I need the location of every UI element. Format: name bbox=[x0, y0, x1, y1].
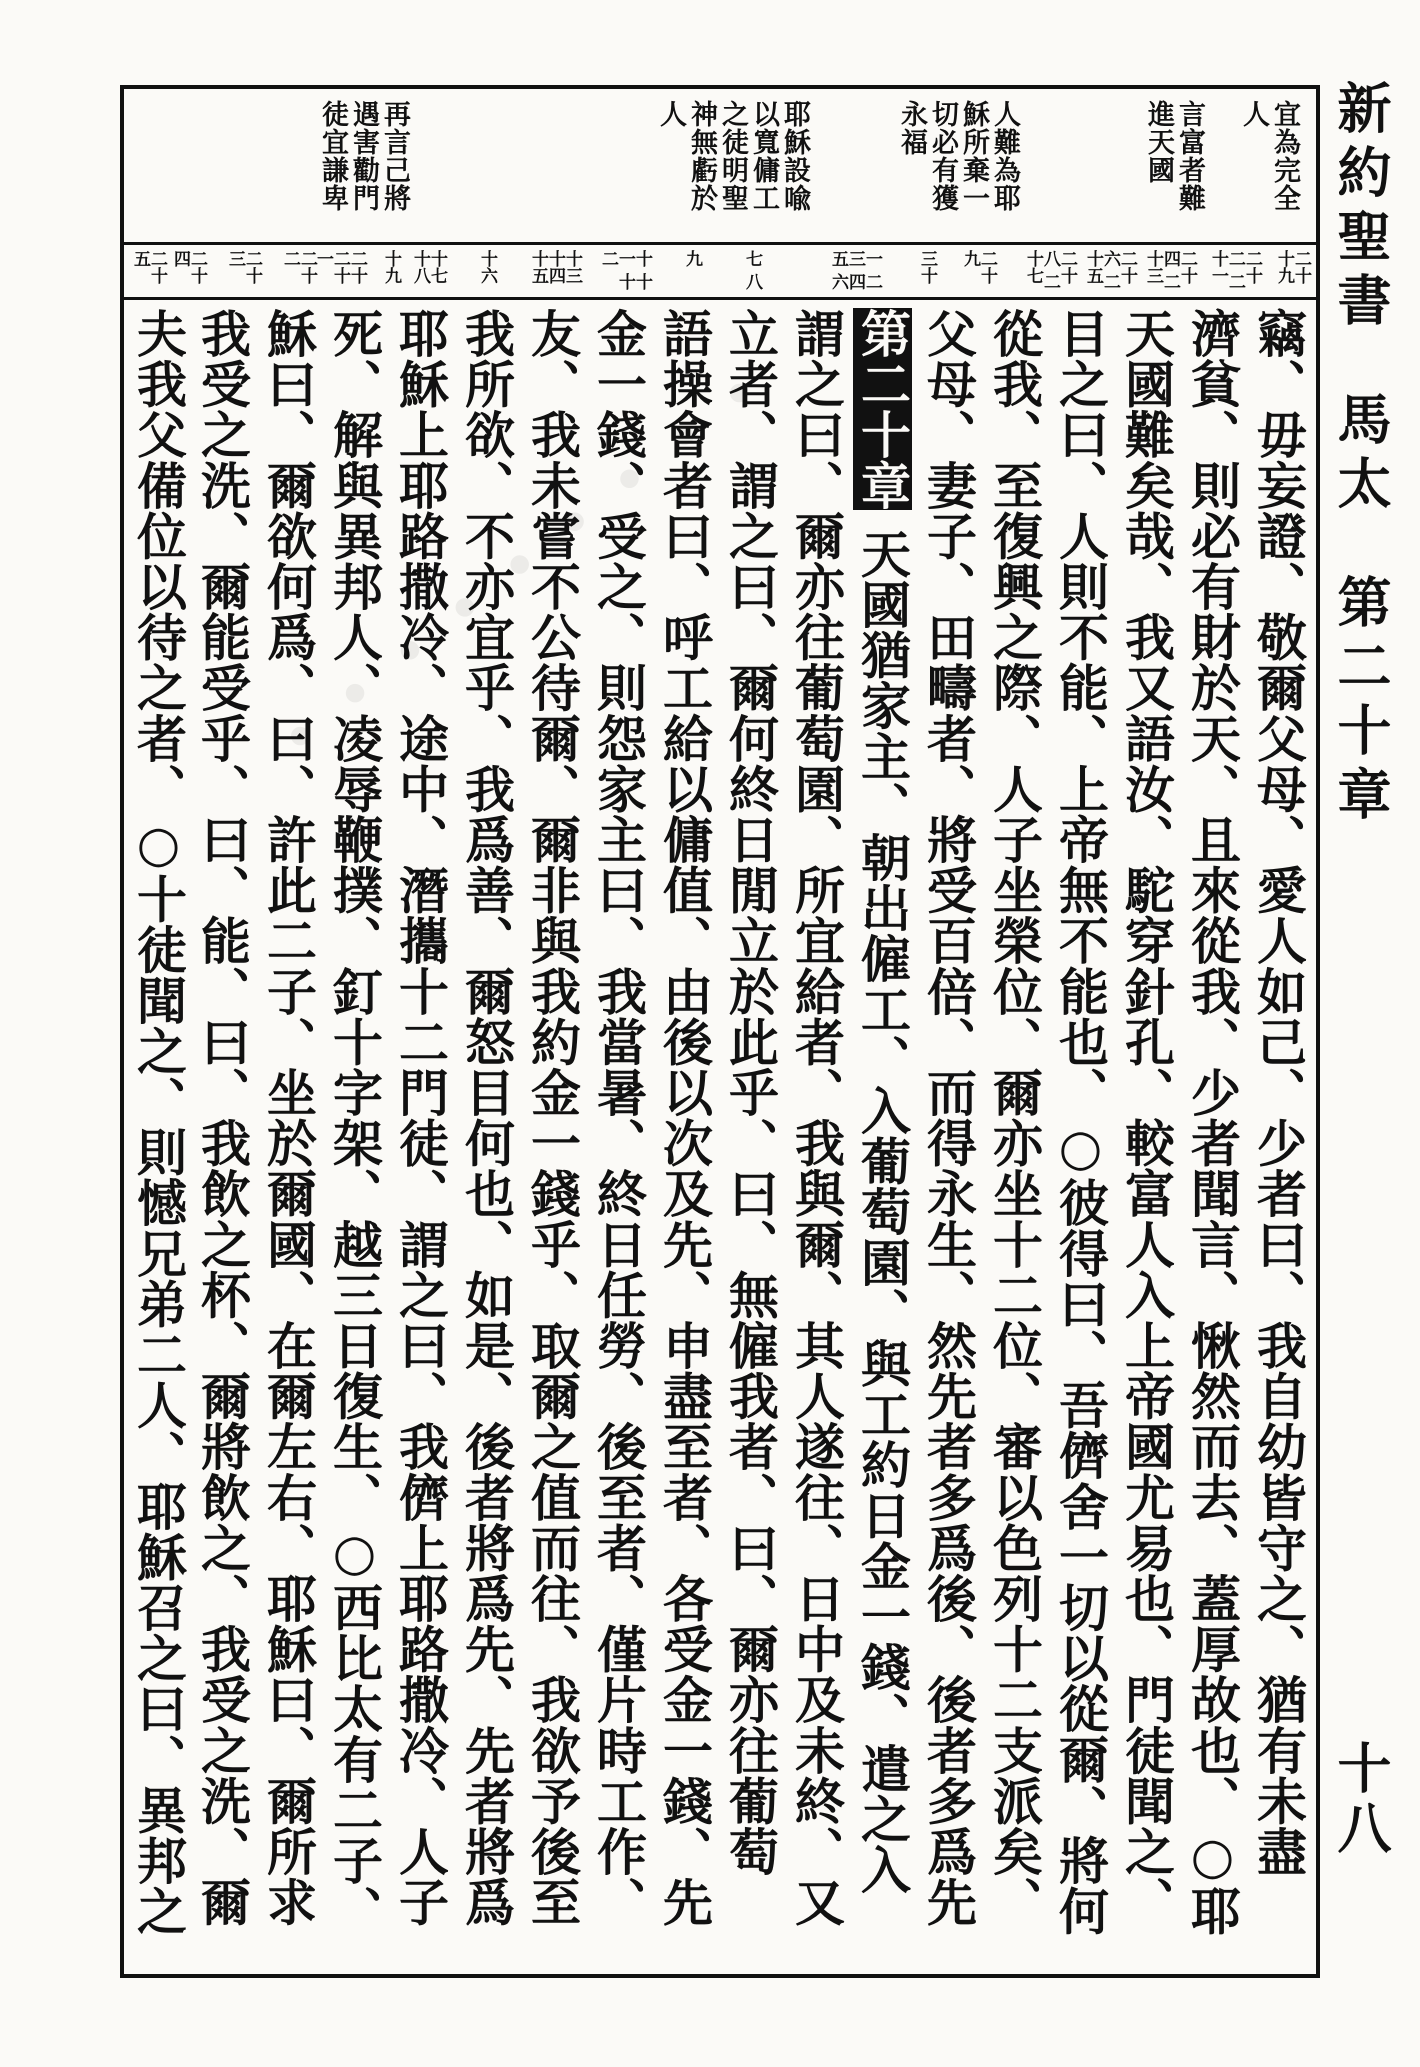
text-column: 目之曰、人則不能、上帝無不能也、○彼得曰、吾儕舍一切以從爾、將何 bbox=[1051, 308, 1110, 1937]
verse-ref: 二十二 二十一 bbox=[1208, 250, 1262, 290]
verse-ref: 十六 bbox=[477, 250, 497, 284]
text-column: 我所欲、不亦宜乎、我爲善、爾怒目何也、如是、後者將爲先、先者將爲 bbox=[457, 308, 516, 1928]
text-column: 我受之洗、爾能受乎、曰、能、曰、我飲之杯、爾將飲之、我受之洗、爾 bbox=[193, 308, 252, 1928]
verse-ref: 二十二 bbox=[280, 250, 317, 284]
page-number: 十八 bbox=[1329, 1740, 1393, 1860]
text-column: 金一錢、受之、則怨家主曰、我當暑、終日任勞、後至者、僅片時工作、 bbox=[589, 308, 648, 1928]
running-head-gospel: 馬太 bbox=[1329, 391, 1393, 519]
refs-divider bbox=[120, 297, 1320, 300]
text-column: 竊、毋妄證、敬爾父母、愛人如己、少者曰、我自幼皆守之、猶有未盡 bbox=[1249, 308, 1308, 1877]
text-column: 穌曰、爾欲何爲、曰、許此二子、坐於爾國、在爾左右、耶穌曰、爾所求 bbox=[259, 308, 318, 1928]
verse-ref: 三十 bbox=[917, 250, 937, 284]
verse-ref: 九 bbox=[682, 250, 702, 267]
text-column: 死、解與異邦人、凌辱鞭撲、釘十字架、越三日復生、○西比太有二子、 bbox=[325, 308, 384, 1937]
watermark: · · · · · · · · · bbox=[250, 335, 790, 793]
verse-ref: 十七 十八 bbox=[410, 250, 447, 284]
verse-ref: 二十九 bbox=[960, 250, 997, 284]
note-item: 宜為完全人 bbox=[1238, 100, 1300, 212]
text-column: 天國難矣哉、我又語汝、駝穿針孔、較富人入上帝國尤易也、門徒聞之、 bbox=[1117, 308, 1176, 1928]
text-column: 立者、謂之曰、爾何終日閒立於此乎、曰、無僱我者、曰、爾亦往葡萄 bbox=[721, 308, 780, 1877]
running-head-book: 新約聖書 bbox=[1329, 80, 1393, 336]
verse-ref: 七 八 bbox=[742, 250, 762, 290]
verse-ref: 二十六 二十五 bbox=[1083, 250, 1137, 290]
text-column: 從我、至復興之際、人子坐榮位、爾亦坐十二位、審以色列十二支派矣、 bbox=[985, 308, 1044, 1928]
text-column: 耶穌上耶路撒冷、途中、潛攜十二門徒、謂之曰、我儕上耶路撒冷、人子 bbox=[391, 308, 450, 1928]
running-head bbox=[1330, 80, 1400, 1180]
text-column: 語操會者曰、呼工給以傭值、由後以次及先、申盡至者、各受金一錢、先 bbox=[655, 308, 714, 1928]
notes-divider bbox=[120, 242, 1320, 245]
verse-ref: 十 十一 十二 bbox=[598, 250, 652, 290]
text-column: 第二十章 天國猶家主、朝出僱工、入葡萄園、與工約日金一錢、遣之入 bbox=[853, 308, 912, 1895]
verse-ref: 二十三 bbox=[225, 250, 262, 284]
verse-ref: 十九 bbox=[381, 250, 401, 284]
verse-ref: 二十五 bbox=[130, 250, 167, 284]
verse-ref: 十三 十四 十五 bbox=[528, 250, 582, 284]
verse-ref: 二十四 二十三 bbox=[1143, 250, 1197, 290]
chapter-heading-mark: 第二十章 bbox=[853, 308, 912, 511]
note-item: 耶穌設喩以寬傭工之徒明聖神無虧於人 bbox=[655, 100, 810, 212]
verse-ref: 二十十九 bbox=[1274, 250, 1311, 284]
verse-reference-strip bbox=[125, 246, 1315, 296]
note-item: 再言己將遇害勸門徒宜謙卑 bbox=[317, 100, 410, 212]
verse-ref: 二十八 二十七 bbox=[1023, 250, 1077, 290]
scripture-text bbox=[125, 308, 1315, 1968]
note-item: 言富者難進天國 bbox=[1143, 100, 1205, 212]
running-head-chapter: 第二十章 bbox=[1329, 574, 1393, 830]
note-item: 人難為耶穌所棄一切必有獲永福 bbox=[896, 100, 1020, 212]
text-column: 夫我父備位以待之者、○十徒聞之、則憾兄弟二人、耶穌召之曰、異邦之 bbox=[129, 308, 188, 1937]
text-column: 友、我未嘗不公待爾、爾非與我約金一錢乎、取爾之值而往、我欲予後至 bbox=[523, 308, 582, 1928]
text-column: 濟貧、則必有財於天、且來從我、少者聞言、愀然而去、蓋厚故也、○耶 bbox=[1183, 308, 1242, 1937]
verse-ref: 二十 二十一 bbox=[313, 250, 367, 284]
verse-ref: 一 二 三 四 五 六 bbox=[828, 250, 882, 290]
verse-ref: 二十四 bbox=[170, 250, 207, 284]
text-column: 父母、妻子、田疇者、將受百倍、而得永生、然先者多爲後、後者多爲先 bbox=[919, 308, 978, 1928]
margin-notes bbox=[125, 90, 1315, 240]
text-column: 謂之曰、爾亦往葡萄園、所宜給者、我與爾、其人遂往、日中及未終、又 bbox=[787, 308, 846, 1928]
